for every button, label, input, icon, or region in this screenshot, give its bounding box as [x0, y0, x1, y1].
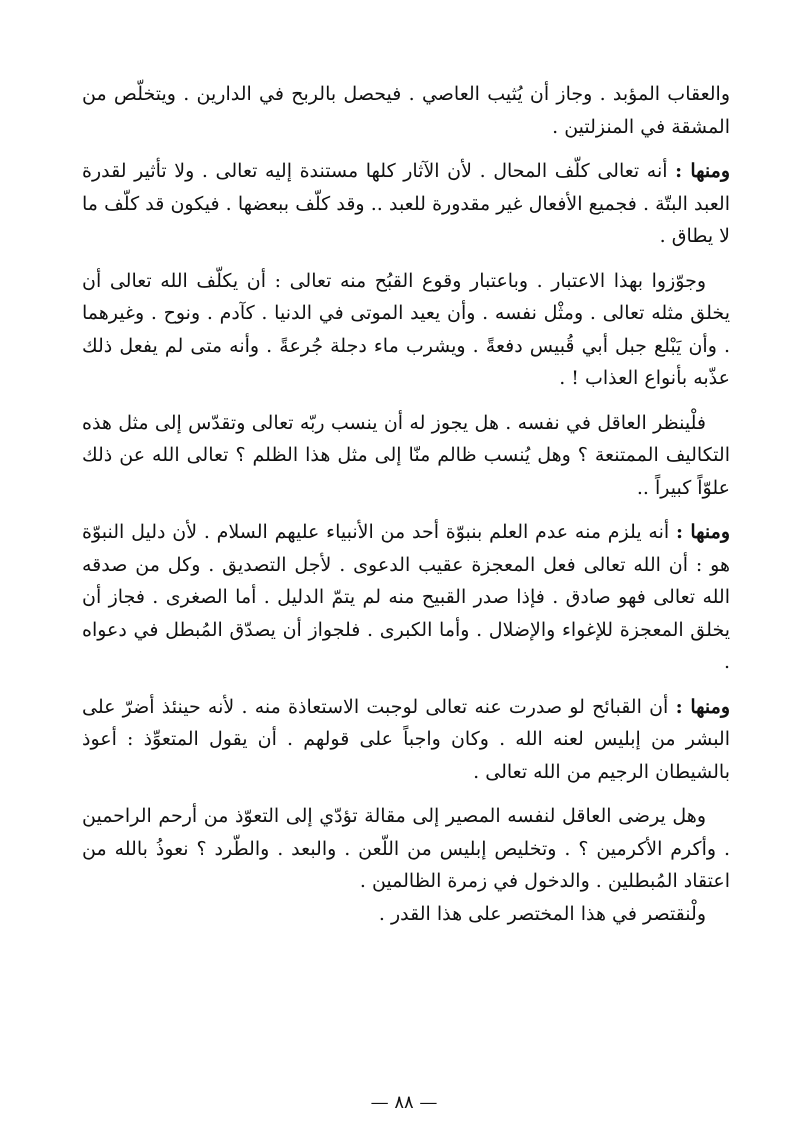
paragraph-2-text: أنه تعالى كلّف المحال . لأن الآثار كلها مستندة إليه تعالى . ولا تأثير لقدرة العبد البتّة . فجميع الأفعال غير مقدورة للعبد .. وقد كلّف ببعضها . فيكون قد كلّف ما لا يطاق .	[82, 160, 730, 247]
paragraph-8-text: ولْنقتصر في هذا المختصر على هذا القدر .	[378, 902, 706, 925]
paragraph-8	[82, 898, 730, 931]
paragraph-4-text: فلْينظر العاقل في نفسه . هل يجوز له أن ينسب ربّه تعالى وتقدّس إلى مثل هذه التكاليف الممتنعة ؟ وهل يُنسب ظالم منّا إلى مثل هذا الظلم ؟ تعالى الله عن ذلك علوّاً كبيراً ..	[82, 411, 730, 499]
page-number: — ٨٨ —	[370, 1092, 438, 1113]
paragraph-7-text: وهل يرضى العاقل لنفسه المصير إلى مقالة تؤدّي إلى التعوّذ من أرحم الراحمين . وأكرم الأكرمين ؟ . وتخليص إبليس من اللّعن . والبعد . والطّرد ؟ نعوذُ بالله من اعتقاد المُبطلين . والدخول في زمرة الظالمين .	[82, 805, 730, 892]
paragraph-2	[82, 155, 730, 253]
paragraph-6-text: أن القبائح لو صدرت عنه تعالى لوجبت الاستعاذة منه . لأنه حينئذ أضرّ على البشر من إبليس لعنه الله . وكان واجباً على قولهم . أن يقول المتعوِّذ : أعوذ بالشيطان الرجيم من الله تعالى .	[82, 695, 730, 783]
paragraph-5	[82, 516, 730, 679]
paragraph-4	[82, 407, 730, 505]
paragraph-2-lead: ومنها :	[675, 160, 730, 182]
paragraph-5-text: أنه يلزم منه عدم العلم بنبوّة أحد من الأنبياء عليهم السلام . لأن دليل النبوّة هو : أن الله تعالى فعل المعجزة عقيب الدعوى . لأجل التصديق . وكل من صدقه الله تعالى فهو صادق . فإذا صدر القبيح منه لم يتمّ الدليل . أما الصغرى . فجاز أن يخلق المعجزة للإغواء والإضلال . وأما الكبرى . فلجواز أن يصدّق المُبطل في دعواه .	[82, 521, 730, 673]
page-body	[82, 78, 730, 942]
paragraph-3-text: وجوّزوا بهذا الاعتبار . وباعتبار وقوع القبُح منه تعالى : أن يكلّف الله تعالى أن يخلق مثله تعالى . ومثْل نفسه . وأن يعيد الموتى في الدنيا . كآدم . ونوح . وغيرهما . وأن يَبْلع جبل أبي قُبيس دفعةً . ويشرب ماء دجلة جُرعةً . وأنه متى لم يفعل ذلك عذّبه بأنواع العذاب ! .	[82, 269, 730, 389]
paragraph-1	[82, 78, 730, 143]
paragraph-5-lead: ومنها :	[675, 521, 731, 543]
paragraph-6	[82, 691, 730, 789]
paragraph-3	[82, 265, 730, 395]
paragraph-6-lead: ومنها :	[675, 695, 731, 718]
paragraph-1-text: والعقاب المؤبد . وجاز أن يُثيب العاصي . فيحصل بالربح في الدارين . ويتخلّص من المشقة في المنزلتين .	[82, 83, 730, 138]
paragraph-7	[82, 800, 730, 898]
